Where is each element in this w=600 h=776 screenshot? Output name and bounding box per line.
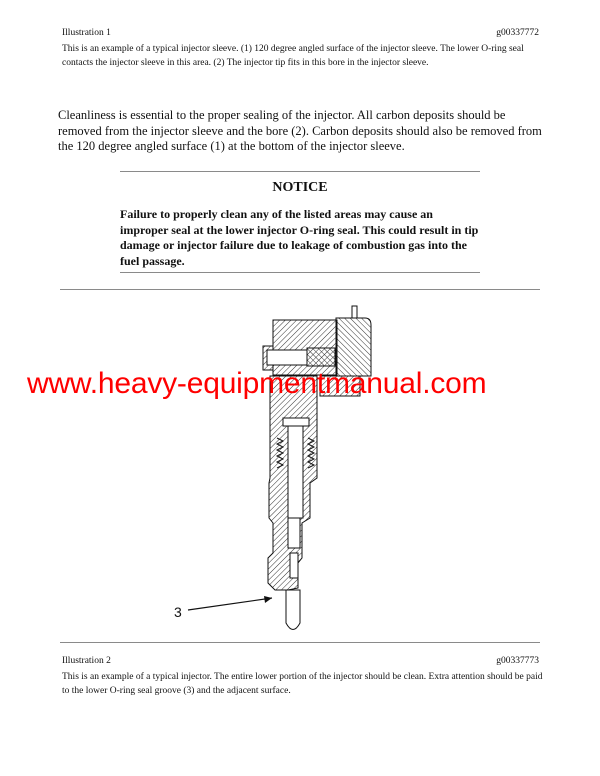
illustration-1-id: g00337772 xyxy=(496,28,539,38)
notice-bottom-rule xyxy=(120,272,480,273)
notice-text: Failure to properly clean any of the listed areas may cause an improper seal at the lower injector O-ring seal. This could result in tip damage or injector failure due to leakage of combustion gas into the fuel passage. xyxy=(120,207,479,268)
notice-top-rule xyxy=(120,171,480,172)
injector-cross-section-drawing xyxy=(160,298,400,638)
callout-label-3: 3 xyxy=(174,604,182,620)
illustration-1-caption: This is an example of a typical injector sleeve. (1) 120 degree angled surface of the injector sleeve. The lower O-ring seal contacts the injector sleeve in this area. (2) The injector tip fits in this bore in the injector sleeve. xyxy=(62,44,524,68)
watermark-text: www.heavy-equipmentmanual.com xyxy=(27,367,487,400)
figure-top-rule xyxy=(60,289,540,290)
illustration-2-id: g00337773 xyxy=(496,656,539,666)
body-paragraph: Cleanliness is essential to the proper sealing of the injector. All carbon deposits should be removed from the injector sleeve and the bore (2). Carbon deposits should also be removed from the 120 degree angled surface (1) at the bottom of the injector sleeve. xyxy=(58,108,542,153)
illustration-2-caption: This is an example of a typical injector. The entire lower portion of the injector should be clean. Extra attention should be paid to the lower O-ring seal groove (3) and the adjacent surface. xyxy=(62,672,543,696)
figure-bottom-rule xyxy=(60,642,540,643)
illustration-2-label: Illustration 2 xyxy=(62,656,111,666)
notice-title: NOTICE xyxy=(272,180,328,195)
illustration-1-label: Illustration 1 xyxy=(62,28,111,38)
